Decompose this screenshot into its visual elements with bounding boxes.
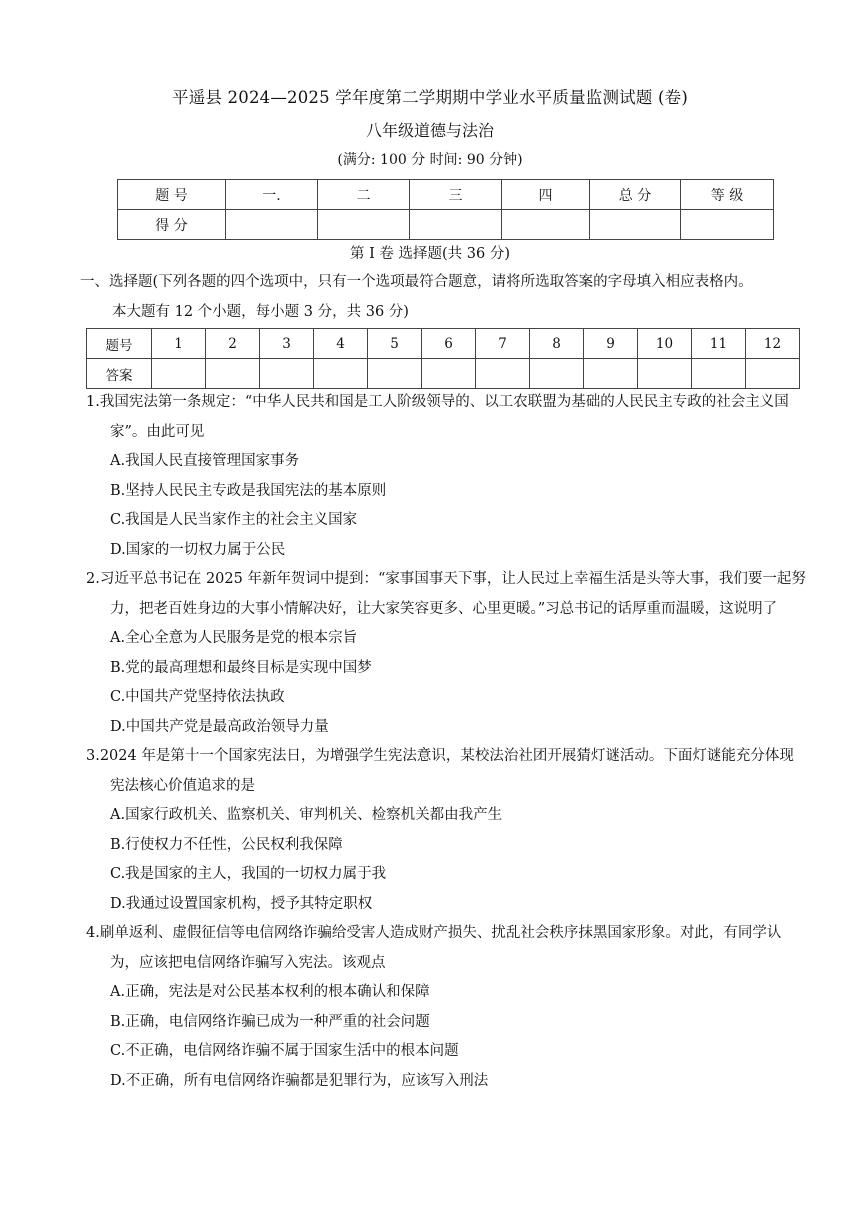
option-b: B.党的最高理想和最终目标是实现中国梦 (110, 659, 372, 676)
score-table (117, 179, 774, 240)
question-number-cell: 12 (746, 329, 800, 359)
option-a: A.国家行政机关、监察机关、审判机关、检察机关都由我产生 (110, 807, 503, 823)
question-4 (86, 919, 806, 1096)
option-a: A.我国人民直接管理国家事务 (110, 453, 300, 469)
exam-title: 平遥县 2024—2025 学年度第二学期期中学业水平质量监测试题 (卷) (172, 88, 688, 107)
score-header-cell: 四 (502, 180, 590, 210)
answer-cell (584, 359, 638, 389)
question-number-cell: 8 (530, 329, 584, 359)
answer-table-answer-row (87, 359, 800, 389)
score-cell (226, 210, 318, 240)
score-header-cell: 等 级 (681, 180, 774, 210)
option-c: C.我是国家的主人，我国的一切权力属于我 (110, 866, 387, 882)
answer-table-number-row (87, 329, 800, 359)
question-number-cell: 5 (368, 329, 422, 359)
question-number-cell: 2 (206, 329, 260, 359)
score-cell (681, 210, 774, 240)
answer-cell (530, 359, 584, 389)
question-1 (86, 388, 806, 565)
score-header-cell: 三 (410, 180, 502, 210)
answer-cell (314, 359, 368, 389)
question-number-cell: 10 (638, 329, 692, 359)
question-list (86, 388, 806, 1096)
score-header-cell: 总 分 (590, 180, 681, 210)
option-b: B.正确，电信网络诈骗已成为一种严重的社会问题 (110, 1013, 430, 1030)
answer-cell (206, 359, 260, 389)
option-c: C.我国是人民当家作主的社会主义国家 (110, 512, 358, 528)
option-d: D.不正确，所有电信网络诈骗都是犯罪行为，应该写入刑法 (110, 1072, 489, 1089)
section-instruction-line1: 一、选择题(下列各题的四个选项中，只有一个选项最符合题意，请将所选取答案的字母填入相应表格内。 (80, 274, 753, 290)
question-number-cell: 11 (692, 329, 746, 359)
question-stem: 3.2024 年是第十一个国家宪法日，为增强学生宪法意识，某校法治社团开展猜灯谜活动。下面灯谜能充分体现宪法核心价值追求的是 (86, 748, 794, 794)
question-number-cell: 3 (260, 329, 314, 359)
option-d: D.中国共产党是最高政治领导力量 (110, 718, 329, 735)
section-instruction-line2: 本大题有 12 个小题，每小题 3 分，共 36 分) (112, 304, 409, 320)
question-number-cell: 1 (152, 329, 206, 359)
exam-info: (满分: 100 分 时间: 90 分钟) (337, 152, 523, 168)
question-number-cell: 9 (584, 329, 638, 359)
score-header-cell: 二 (318, 180, 410, 210)
score-cell (502, 210, 590, 240)
question-2 (86, 565, 806, 742)
question-number-cell: 6 (422, 329, 476, 359)
answer-table-answer-label: 答案 (87, 359, 152, 389)
answer-cell (692, 359, 746, 389)
question-number-cell: 7 (476, 329, 530, 359)
score-cell (318, 210, 410, 240)
question-stem: 1.我国宪法第一条规定：“中华人民共和国是工人阶级领导的、以工农联盟为基础的人民民主专政的社会主义国家”。由此可见 (86, 394, 789, 440)
answer-cell (422, 359, 476, 389)
score-cell (410, 210, 502, 240)
answer-cell (638, 359, 692, 389)
answer-cell (476, 359, 530, 389)
option-d: D.国家的一切权力属于公民 (110, 541, 286, 558)
score-table-score-row (118, 210, 774, 240)
question-stem: 4.刷单返利、虚假征信等电信网络诈骗给受害人造成财产损失、扰乱社会秩序抹黑国家形象。对此，有同学认为，应该把电信网络诈骗写入宪法。该观点 (86, 925, 782, 971)
score-cell (590, 210, 681, 240)
score-table-header-row (118, 180, 774, 210)
question-3 (86, 742, 806, 919)
option-d: D.我通过设置国家机构，授予其特定职权 (110, 895, 373, 912)
question-number-cell: 4 (314, 329, 368, 359)
answer-table (86, 328, 800, 389)
answer-cell (260, 359, 314, 389)
exam-subject: 八年级道德与法治 (365, 121, 494, 140)
section-heading: 第 I 卷 选择题(共 36 分) (349, 246, 511, 262)
answer-cell (368, 359, 422, 389)
option-a: A.全心全意为人民服务是党的根本宗旨 (110, 630, 358, 646)
option-c: C.不正确，电信网络诈骗不属于国家生活中的根本问题 (110, 1043, 459, 1059)
answer-cell (152, 359, 206, 389)
option-c: C.中国共产党坚持依法执政 (110, 689, 285, 705)
option-a: A.正确，宪法是对公民基本权利的根本确认和保障 (110, 984, 430, 1000)
score-header-cell: 一. (226, 180, 318, 210)
option-b: B.坚持人民民主专政是我国宪法的基本原则 (110, 482, 387, 499)
option-b: B.行使权力不任性，公民权利我保障 (110, 836, 343, 853)
question-stem: 2.习近平总书记在 2025 年新年贺词中提到：“家事国事天下事，让人民过上幸福生活是头等大事，我们要一起努力，把老百姓身边的大事小情解决好，让大家笑容更多、心里更暖。”习总书记的话厚重而温暖，这说明了 (86, 571, 806, 617)
answer-table-number-label: 题号 (87, 329, 152, 359)
score-header-cell: 题 号 (118, 180, 226, 210)
score-row-label: 得 分 (118, 210, 226, 240)
answer-cell (746, 359, 800, 389)
